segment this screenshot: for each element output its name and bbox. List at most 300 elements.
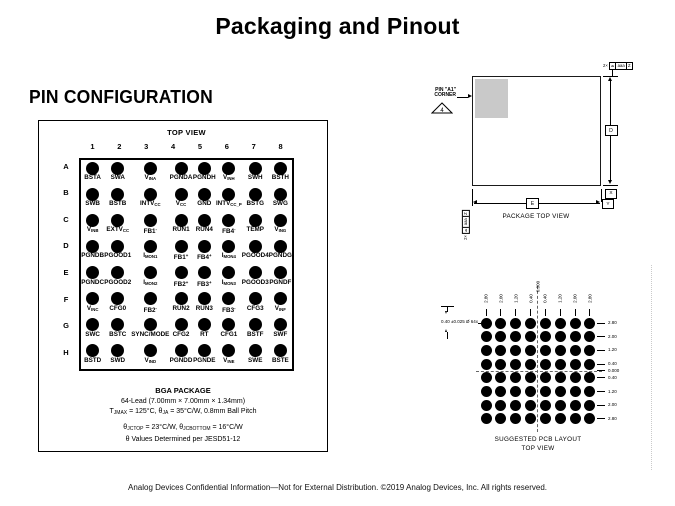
pcb-row-offset-label: 2.80 [608,415,617,421]
pin-ball-icon [249,292,262,305]
pin-G5 [193,317,216,343]
pin-A6 [216,160,242,186]
pin-ball-icon [274,188,287,201]
pcb-pad-6-3 [510,386,521,397]
pin-label: PGNDC [81,278,105,286]
pin-ball-icon [198,240,211,253]
pcb-pad-8-3 [510,413,521,424]
pcb-pad-1-7 [570,318,581,329]
pin-label: FB3- [222,305,236,314]
measure-arrowhead [445,311,447,314]
pin-label: SWB [85,200,100,208]
pin-label: GND [197,200,212,208]
offset-leader-tick [515,309,516,316]
pin-label: $V_{CC}$ [175,200,187,208]
pin-label: RUN3 [195,304,213,312]
gdt-symbol: ⌓ [610,63,615,68]
pcb-pad-7-2 [495,400,506,411]
pcb-pad-2-4 [525,331,536,342]
pcb-pad-1-1 [481,318,492,329]
pin-F4 [169,291,192,317]
pcb-pad-6-5 [540,386,551,397]
pin-ball-icon [249,240,262,253]
pin-ball-icon [86,344,99,357]
pin-label: PGNDA [169,174,193,181]
pin-ball-icon [222,344,235,357]
pin-ball-icon [144,318,157,331]
pin-A2 [104,160,131,186]
pcb-pad-6-2 [495,386,506,397]
pcb-col-offset-label: 2.80 [587,294,593,303]
pin-a1-leader-line [457,97,468,98]
pcb-pad-7-6 [555,400,566,411]
pin-label: SWD [110,356,126,364]
pin-ball-icon [144,240,157,253]
pin-label: CFG1 [220,330,238,338]
pin-H5 [193,343,216,369]
callout-count: 2× [462,235,468,240]
pin-ball-icon [175,240,188,253]
pin-ball-icon [111,292,124,305]
pin-B5 [193,186,216,212]
pcb-col-offset-label: 0.40 [542,294,548,303]
pin-D7 [242,238,269,264]
pin-ball-icon [249,344,262,357]
pin-H4 [169,343,192,369]
pcb-pad-3-7 [570,345,581,356]
pin-G3 [131,317,169,343]
package-info-line: θ Values Determined per JESD51-12 [125,435,241,443]
pin-ball-icon [86,266,99,279]
pcb-pad-4-1 [481,359,492,370]
pin-ball-icon [86,188,99,201]
gdt-tolerance: aaa [615,63,625,69]
pcb-row-offset-label: 1.20 [608,388,617,394]
pcb-caption-line1: SUGGESTED PCB LAYOUT [494,436,582,443]
pin-label: FB4+ [197,253,212,262]
pin-C5 [193,212,216,238]
pcb-col-offset-label: 0.40 [528,294,534,303]
pin-label: BSTB [109,200,127,208]
dim-d-label: D [605,125,618,136]
pin-F6 [216,291,242,317]
pin-B1 [81,186,104,212]
pin-label: $V_{ING}$ [274,226,287,234]
pin-ball-icon [222,240,235,253]
pin-ball-icon [249,214,262,227]
package-top-view-caption: PACKAGE TOP VIEW [502,213,570,220]
pin-ball-icon [222,292,235,305]
pin-H2 [104,343,131,369]
pin-ball-icon [86,292,99,305]
tolerance-callout-top [603,62,633,70]
pcb-pad-5-4 [525,372,536,383]
pin-ball-icon [274,318,287,331]
pcb-pad-3-1 [481,345,492,356]
pin-ball-icon [144,344,157,357]
pcb-pad-7-1 [481,400,492,411]
pcb-pad-3-6 [555,345,566,356]
pin-B6 [216,186,242,212]
dim-arrowhead [608,180,612,184]
pin-C8 [269,212,292,238]
pcb-pad-1-4 [525,318,536,329]
pcb-pad-6-6 [555,386,566,397]
pin-A7 [242,160,269,186]
pin-label: TEMP [246,226,264,234]
pin-ball-icon [222,162,235,175]
pcb-pad-4-6 [555,359,566,370]
package-info-line: 64-Lead (7.00mm × 7.00mm × 1.34mm) [120,398,246,405]
pin-G4 [169,317,192,343]
pcb-pad-3-8 [584,345,595,356]
centerline-vertical [537,286,538,432]
row-letter-F: F [63,294,69,304]
pin-G6 [216,317,242,343]
pin-G1 [81,317,104,343]
pin-B7 [242,186,269,212]
callout-count: 2× [603,63,608,68]
pin-ball-icon [198,292,211,305]
pin-E2 [104,265,131,291]
pin-label: BSTG [246,200,264,208]
pin-label: FB3+ [197,279,212,288]
pcb-pad-4-5 [540,359,551,370]
row-letter-G: G [63,321,69,331]
pin-a1-label-line1: PIN "A1" [435,86,456,93]
pin-ball-icon [222,318,235,331]
pin-label: PGOOD2 [104,278,132,286]
offset-leader-tick [597,370,605,371]
offset-leader-tick [597,418,605,419]
row-letter-E: E [63,268,69,277]
feature-control-frame [462,210,470,234]
pin-D3 [131,238,169,264]
pin-E5 [193,265,216,291]
pcb-pad-2-1 [481,331,492,342]
pad-diameter-callout: 0.40 ±0.025 Ø 64x [441,319,478,324]
pin-label: $I_{MON4}$ [221,252,236,260]
pin-label: PGNDG [268,252,292,260]
pcb-pad-8-7 [570,413,581,424]
pcb-pad-5-5 [540,372,551,383]
pin-label: RUN4 [195,226,213,234]
pcb-pad-2-8 [584,331,595,342]
page-title: Packaging and Pinout [215,13,460,39]
pcb-layout-caption [473,436,603,453]
pin-label: $V_{INE}$ [223,356,235,365]
package-info-block [38,386,328,444]
pcb-col-offset-label: 1.20 [513,294,519,303]
pin-label: $V_{INH}$ [223,174,235,182]
pin-label: PGNDH [192,174,216,181]
column-number-8: 8 [278,142,283,151]
pcb-pad-8-5 [540,413,551,424]
package-info-line: $\theta_{JCTOP} = 23^\circ C/W$, $\theta_{JCBOTTOM} = 16^\circ C/W$ [123,424,243,433]
pin-ball-icon [249,162,262,175]
pin-ball-icon [175,344,188,357]
pcb-pad-1-2 [495,318,506,329]
pin-ball-icon [198,344,211,357]
pcb-col-offset-label: 1.20 [557,294,563,303]
pcb-pad-1-5 [540,318,551,329]
pin-ball-icon [86,214,99,227]
centerline-horizontal [476,371,602,372]
pin-label: $V_{IND}$ [144,356,157,365]
pin-ball-icon [249,318,262,331]
pin-label: FB1- [143,227,157,236]
pcb-pad-4-7 [570,359,581,370]
pin-G8 [269,317,292,343]
pcb-pad-3-3 [510,345,521,356]
pin-ball-icon [175,292,188,305]
page-edge-dotted-line [651,265,652,470]
pcb-pad-5-1 [481,372,492,383]
package-name: BGA PACKAGE [155,386,211,395]
offset-leader-tick [486,309,487,316]
pin-ball-icon [111,162,124,175]
pin-a1-corner-label [414,88,456,100]
pcb-row-offset-label: 2.00 [608,402,617,408]
pcb-pad-6-8 [584,386,595,397]
pin-ball-icon [222,266,235,279]
pcb-pad-7-5 [540,400,551,411]
pin-ball-icon [198,318,211,331]
pin-ball-icon [86,162,99,175]
pin-column-numbers [79,142,294,151]
pin-D1 [81,238,104,264]
pin-E8 [269,265,292,291]
pcb-pad-6-4 [525,386,536,397]
pcb-pad-8-1 [481,413,492,424]
column-number-3: 3 [144,142,149,151]
pcb-pad-2-7 [570,331,581,342]
datum-x-label: X [605,189,617,199]
note-flag-triangle [431,102,453,115]
gdt-datum: Z [463,211,469,217]
pin-D5 [193,238,216,264]
pin-C6 [216,212,242,238]
pin-label: SWF [273,330,288,338]
pin-G7 [242,317,269,343]
pin-C7 [242,212,269,238]
pin-ball-icon [144,214,157,227]
row-letter-A: A [63,161,69,171]
pin-C4 [169,212,192,238]
pin-ball-icon [175,318,188,331]
pin-ball-icon [274,344,287,357]
pin-ball-icon [222,214,235,227]
pin-label: PGOOD1 [104,252,132,260]
row-letter-D: D [63,241,69,251]
pcb-row-offset-label: 2.00 [608,333,617,339]
pin-ball-icon [111,266,124,279]
pin-H8 [269,343,292,369]
row-letter-C: C [63,214,69,224]
pin-label: PGNDF [269,278,292,286]
pcb-col-offset-label: 0.000 [535,280,541,293]
offset-leader-tick [597,377,605,378]
pin-label: FB2+ [173,279,189,288]
pin-label: BSTA [84,174,101,181]
pcb-pad-3-2 [495,345,506,356]
pin-ball-icon [198,266,211,279]
datum-y-label: Y [602,199,614,209]
pin-A3 [131,160,169,186]
pin-F5 [193,291,216,317]
pin-B2 [104,186,131,212]
offset-leader-tick [597,364,605,365]
tolerance-callout-left [462,210,470,240]
pin-label: $INTV_{CC\_P}$ [215,200,242,208]
pin-H7 [242,343,269,369]
pin-E3 [131,265,169,291]
offset-leader-tick [530,309,531,316]
offset-leader-tick [597,336,605,337]
pin-ball-icon [198,188,211,201]
pin-D4 [169,238,192,264]
pin-ball-icon [144,162,157,175]
top-view-label: TOP VIEW [167,128,206,137]
pcb-pad-3-4 [525,345,536,356]
pin-label: $V_{INF}$ [274,304,286,312]
pin-ball-icon [175,188,188,201]
pin-ball-icon [144,292,157,305]
pin-F2 [104,291,131,317]
pin-label: PGNDD [169,356,193,364]
column-number-6: 6 [224,142,229,151]
offset-leader-tick [575,309,576,316]
pin-label: $V_{INA}$ [144,174,157,182]
pcb-pad-6-7 [570,386,581,397]
offset-leader-tick [597,350,605,351]
pcb-pad-7-7 [570,400,581,411]
pin-label: $INTV_{CC}$ [140,200,161,208]
pin-D2 [104,238,131,264]
pcb-pad-4-8 [584,359,595,370]
pcb-pad-5-8 [584,372,595,383]
pcb-pad-5-2 [495,372,506,383]
gdt-tolerance: aaa [463,217,469,227]
bga-pin-grid [79,158,294,371]
pin-label: BSTD [84,356,102,364]
pin-ball-icon [198,162,211,175]
pin-label: RUN2 [172,304,190,312]
pin-label: PGOOD4 [241,252,269,260]
pin-G2 [104,317,131,343]
pin-label: SYNC/MODE [131,330,170,338]
pin-ball-icon [175,162,188,175]
row-letter-B: B [63,188,69,198]
pin-ball-icon [175,214,188,227]
pin-ball-icon [198,214,211,227]
gdt-datum: Z [626,63,632,69]
pin-label: CFG2 [172,330,190,338]
pcb-col-offset-label: 2.00 [572,294,578,303]
pcb-pad-4-2 [495,359,506,370]
footer-confidentiality-notice: Analog Devices Confidential Information—Not for External Distribution. ©2019 Analog Devices, Inc. All rights reserved. [128,483,547,492]
column-number-2: 2 [117,142,122,151]
offset-leader-tick [597,405,605,406]
pin-label: BSTE [271,356,289,364]
pin-B3 [131,186,169,212]
pin-label: FB2- [143,305,157,314]
pin-F1 [81,291,104,317]
pin-a1-label-line2: CORNER [434,92,456,99]
pin-label: $I_{MON1}$ [143,252,158,260]
pin-ball-icon [274,214,287,227]
package-info-line: $T_{JMAX} = 125^\circ C$, $\theta_{JA} = 35^\circ C/W$, 0.8mm Ball Pitch [109,407,257,416]
pin-label: FB4- [222,227,236,236]
pin-row-letters [58,158,74,371]
pin-C1 [81,212,104,238]
column-number-7: 7 [251,142,256,151]
pin-a1-arrowhead [468,94,472,98]
pin-label: PGOOD3 [241,278,269,286]
dim-extension-line [601,189,602,202]
pin-H3 [131,343,169,369]
pin-ball-icon [222,188,235,201]
pin-ball-icon [249,266,262,279]
dim-arrowhead [473,200,477,204]
pin-A4 [169,160,192,186]
pin-ball-icon [274,162,287,175]
pin-A8 [269,160,292,186]
pin-label: SWH [247,174,263,181]
pin-ball-icon [274,266,287,279]
pin-label: SWC [85,330,100,338]
pin-ball-icon [274,240,287,253]
pcb-pad-8-8 [584,413,595,424]
dim-arrowhead [608,77,612,81]
pcb-pad-7-4 [525,400,536,411]
pcb-pad-2-2 [495,331,506,342]
pin-ball-icon [144,266,157,279]
pin-label: BSTC [109,330,127,338]
pcb-caption-line2: TOP VIEW [521,444,555,452]
pin-D8 [269,238,292,264]
pin-label: $I_{MON2}$ [143,278,158,286]
pcb-col-offset-label: 2.80 [483,294,489,303]
pin-label: BSTF [247,330,264,338]
pin-ball-icon [111,240,124,253]
measure-line [447,332,448,339]
pin-label: PGNDB [81,252,105,260]
pcb-pad-5-3 [510,372,521,383]
pcb-row-offset-label: 0.000 [608,367,620,373]
offset-leader-tick [560,309,561,316]
gdt-symbol: ⌓ [462,228,468,232]
column-number-5: 5 [197,142,203,151]
pcb-pad-3-5 [540,345,551,356]
pin-ball-icon [249,188,262,201]
column-number-1: 1 [90,142,95,151]
pcb-pad-1-6 [555,318,566,329]
pin-ball-icon [274,292,287,305]
pcb-pad-2-6 [555,331,566,342]
pin-D6 [216,238,242,264]
pin-label: CFG3 [246,304,264,312]
pin-ball-icon [144,188,157,201]
pcb-col-offset-label: 2.00 [498,294,504,303]
pcb-pad-2-3 [510,331,521,342]
pin-label: $V_{INC}$ [86,304,99,312]
pcb-row-offset-label: 1.20 [608,347,617,353]
pin-label: CFG0 [109,304,127,312]
pin-label: $EXTV_{CC}$ [106,226,130,234]
pcb-pad-2-5 [540,331,551,342]
pin-label: $V_{INB}$ [86,226,99,234]
